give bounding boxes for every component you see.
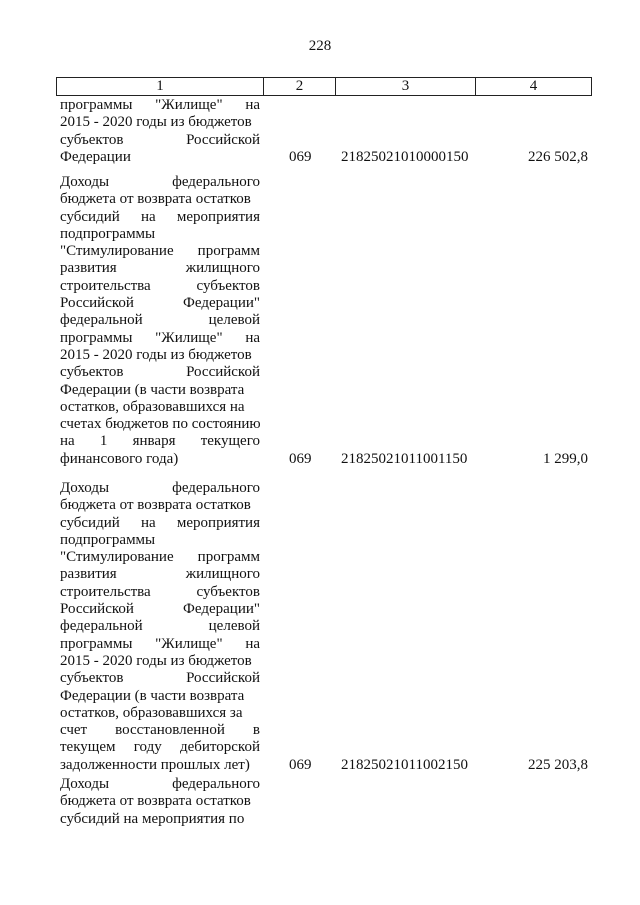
description-word: Федерации" bbox=[183, 295, 260, 312]
description-word: в bbox=[252, 722, 260, 739]
description-word: Федерации (в части возврата bbox=[60, 381, 245, 398]
description-line bbox=[60, 776, 260, 793]
table-row bbox=[60, 174, 588, 468]
description-line bbox=[60, 174, 260, 191]
description-word: финансового года) bbox=[60, 450, 179, 467]
description-word: программы bbox=[60, 97, 133, 113]
description-line bbox=[60, 149, 260, 166]
description-word: мероприятия bbox=[176, 514, 260, 531]
table-header bbox=[56, 77, 592, 96]
description-line bbox=[60, 330, 260, 347]
description-line bbox=[60, 364, 260, 381]
description-line bbox=[60, 347, 260, 364]
budget-classification-code: 21825021011002150 bbox=[341, 756, 468, 773]
description-word: Федерации bbox=[60, 148, 131, 165]
row-description bbox=[60, 480, 260, 774]
description-line bbox=[60, 584, 260, 601]
description-word: бюджета от возврата остатков bbox=[60, 191, 251, 208]
description-word: на bbox=[245, 329, 260, 346]
description-line bbox=[60, 515, 260, 532]
description-word: бюджета от возврата остатков bbox=[60, 497, 251, 514]
header-col-3: 3 bbox=[336, 78, 476, 95]
description-word: 1 bbox=[99, 433, 108, 450]
table-row bbox=[60, 480, 588, 774]
description-line bbox=[60, 399, 260, 416]
description-line bbox=[60, 416, 260, 433]
description-line bbox=[60, 382, 260, 399]
description-word: бюджета от возврата остатков bbox=[60, 793, 251, 810]
description-line bbox=[60, 497, 260, 514]
description-word: января bbox=[132, 433, 176, 450]
description-word: "Стимулирование bbox=[60, 243, 174, 260]
page-number: 228 bbox=[308, 38, 332, 54]
description-word: программ bbox=[197, 243, 260, 260]
table-row bbox=[60, 776, 588, 828]
description-word: Доходы bbox=[60, 174, 110, 190]
description-word: на bbox=[245, 635, 260, 652]
description-word: жилищного bbox=[185, 260, 260, 277]
description-line bbox=[60, 757, 260, 774]
description-line bbox=[60, 114, 260, 131]
description-line bbox=[60, 670, 260, 687]
description-word: целевой bbox=[208, 618, 260, 635]
amount-value: 226 502,8 bbox=[528, 148, 588, 165]
description-line bbox=[60, 739, 260, 756]
description-word: "Жилище" bbox=[155, 329, 223, 346]
description-word: Федерации" bbox=[183, 601, 260, 618]
amount-value: 225 203,8 bbox=[528, 756, 588, 773]
description-word: текущего bbox=[200, 433, 260, 450]
description-word: субъектов bbox=[196, 583, 260, 600]
description-line bbox=[60, 636, 260, 653]
description-line bbox=[60, 191, 260, 208]
budget-classification-code: 21825021011001150 bbox=[341, 450, 468, 467]
description-line bbox=[60, 295, 260, 312]
description-word: Российской bbox=[60, 295, 134, 312]
header-col-1: 1 bbox=[57, 78, 264, 95]
header-col-4: 4 bbox=[529, 78, 538, 94]
description-word: мероприятия bbox=[176, 208, 260, 225]
description-line bbox=[60, 97, 260, 114]
description-line bbox=[60, 451, 260, 468]
description-word: субсидий bbox=[60, 208, 120, 225]
description-word: развития bbox=[60, 566, 117, 583]
description-word: Доходы bbox=[60, 776, 110, 792]
description-line bbox=[60, 601, 260, 618]
description-word: федеральной bbox=[60, 618, 143, 635]
description-word: текущем bbox=[60, 739, 116, 756]
description-line bbox=[60, 132, 260, 149]
description-word: целевой bbox=[208, 312, 260, 329]
description-line bbox=[60, 260, 260, 277]
description-word: федерального bbox=[172, 480, 260, 496]
description-word: 2015 - 2020 годы из бюджетов bbox=[60, 652, 252, 669]
description-word: субъектов bbox=[60, 131, 124, 148]
admin-code: 069 bbox=[289, 148, 312, 165]
description-line bbox=[60, 226, 260, 243]
admin-code: 069 bbox=[289, 450, 312, 467]
description-word: Доходы bbox=[60, 480, 110, 496]
description-line bbox=[60, 705, 260, 722]
description-word: субъектов bbox=[60, 364, 124, 381]
description-word: "Жилище" bbox=[155, 97, 223, 113]
description-line bbox=[60, 480, 260, 497]
description-word: задолженности прошлых лет) bbox=[60, 756, 250, 773]
description-word: строительства bbox=[60, 583, 151, 600]
description-word: подпрограммы bbox=[60, 531, 156, 548]
header-col-2: 2 bbox=[264, 78, 336, 95]
description-line bbox=[60, 312, 260, 329]
description-word: 2015 - 2020 годы из бюджетов bbox=[60, 114, 252, 131]
description-word: программ bbox=[197, 549, 260, 566]
amount-value: 1 299,0 bbox=[543, 450, 588, 467]
description-word: году bbox=[133, 739, 162, 756]
description-word: субсидий на мероприятия по bbox=[60, 810, 245, 827]
description-word: на bbox=[60, 433, 75, 450]
description-word: на bbox=[140, 208, 156, 225]
description-word: подпрограммы bbox=[60, 225, 156, 242]
budget-classification-code: 21825021010000150 bbox=[341, 148, 469, 165]
description-word: развития bbox=[60, 260, 117, 277]
description-word: Российской bbox=[186, 364, 260, 381]
description-word: программы bbox=[60, 635, 133, 652]
description-line bbox=[60, 278, 260, 295]
description-line bbox=[60, 566, 260, 583]
description-word: федерального bbox=[172, 174, 260, 190]
description-line bbox=[60, 653, 260, 670]
description-word: на bbox=[245, 97, 260, 113]
description-line bbox=[60, 433, 260, 450]
description-line bbox=[60, 811, 260, 828]
description-line bbox=[60, 793, 260, 810]
description-word: "Жилище" bbox=[155, 635, 223, 652]
description-line bbox=[60, 209, 260, 226]
description-word: федерального bbox=[172, 776, 260, 792]
description-word: субъектов bbox=[196, 277, 260, 294]
description-line bbox=[60, 243, 260, 260]
description-line bbox=[60, 618, 260, 635]
description-line bbox=[60, 549, 260, 566]
description-word: остатков, образовавшихся за bbox=[60, 704, 243, 721]
description-word: программы bbox=[60, 329, 133, 346]
description-line bbox=[60, 532, 260, 549]
description-line bbox=[60, 688, 260, 705]
description-word: счетах бюджетов по состоянию bbox=[60, 416, 261, 433]
row-description bbox=[60, 776, 260, 828]
table-row bbox=[60, 97, 588, 166]
description-word: строительства bbox=[60, 277, 151, 294]
description-word: Федерации (в части возврата bbox=[60, 687, 245, 704]
admin-code: 069 bbox=[289, 756, 312, 773]
description-word: субсидий bbox=[60, 514, 120, 531]
description-word: дебиторской bbox=[179, 739, 260, 756]
description-word: счет bbox=[60, 722, 88, 739]
description-word: жилищного bbox=[185, 566, 260, 583]
description-word: Российской bbox=[60, 601, 134, 618]
description-word: Российской bbox=[186, 670, 260, 687]
row-description bbox=[60, 174, 260, 468]
row-description bbox=[60, 97, 260, 166]
description-word: субъектов bbox=[60, 670, 124, 687]
description-word: остатков, образовавшихся на bbox=[60, 398, 245, 415]
description-word: 2015 - 2020 годы из бюджетов bbox=[60, 346, 252, 363]
description-word: "Стимулирование bbox=[60, 549, 174, 566]
description-word: восстановленной bbox=[115, 722, 225, 739]
description-line bbox=[60, 722, 260, 739]
description-word: на bbox=[140, 514, 156, 531]
description-word: федеральной bbox=[60, 312, 143, 329]
description-word: Российской bbox=[186, 131, 260, 148]
